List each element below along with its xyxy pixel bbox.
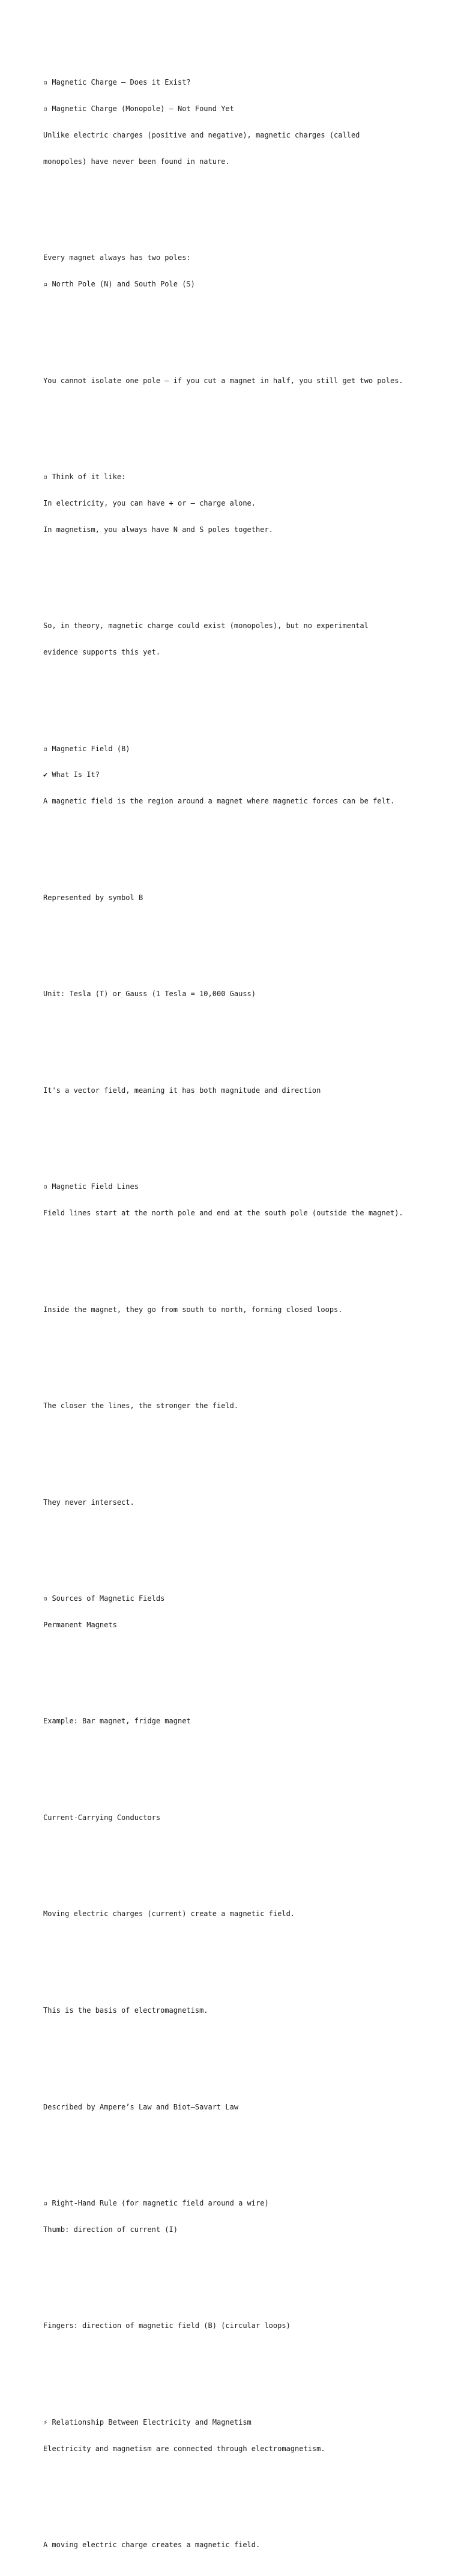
paragraph	[43, 2181, 451, 2252]
blank-line	[43, 1253, 451, 1262]
blank-line	[43, 1761, 451, 1770]
paragraph	[43, 1384, 451, 1428]
text-line: ▫ Sources of Magnetic Fields	[43, 1594, 165, 1603]
paragraph	[43, 1796, 451, 1840]
text-line: The closer the lines, the stronger the field.	[43, 1401, 239, 1410]
text-line: Field lines start at the north pole and end at the south pole (outside the magnet).	[43, 1208, 403, 1217]
text-line: ▫ Magnetic Charge – Does it Exist?	[43, 78, 191, 87]
text-line: Electricity and magnetism are connected through electromagnetism.	[43, 2444, 325, 2453]
blank-line	[43, 937, 451, 946]
blank-line	[43, 1130, 451, 1139]
blank-line	[43, 1857, 451, 1866]
paragraph	[43, 1699, 451, 1743]
blank-line	[43, 201, 451, 210]
blank-line	[43, 1542, 451, 1551]
blank-line	[43, 2269, 451, 2278]
text-line: ▫ North Pole (N) and South Pole (S)	[43, 280, 195, 289]
text-line: A moving electric charge creates a magnetic field.	[43, 2541, 261, 2550]
text-line: Every magnet always has two poles:	[43, 253, 191, 262]
paragraph	[43, 1577, 451, 1647]
paragraph	[43, 875, 451, 919]
document-page	[43, 43, 451, 2576]
blank-line	[43, 2147, 451, 2156]
blank-line	[43, 841, 451, 850]
paragraph	[43, 972, 451, 1016]
text-line: Example: Bar magnet, fridge magnet	[43, 1717, 191, 1726]
text-line: ▫ Right-Hand Rule (for magnetic field around a wire)	[43, 2199, 269, 2208]
blank-line	[43, 2488, 451, 2497]
paragraph	[43, 236, 451, 306]
blank-line	[43, 1953, 451, 1962]
paragraph	[43, 2523, 451, 2567]
text-line: They never intersect.	[43, 1498, 134, 1507]
paragraph	[43, 1287, 451, 1331]
blank-line	[43, 569, 451, 578]
text-line: It's a vector field, meaning it has both magnitude and direction	[43, 1086, 321, 1095]
text-line: ✔ What Is It?	[43, 770, 100, 779]
text-line: ▫ Magnetic Field Lines	[43, 1182, 139, 1191]
paragraph	[43, 1165, 451, 1235]
text-line: Represented by symbol B	[43, 893, 143, 902]
text-line: monopoles) have never been found in nature.	[43, 157, 230, 166]
paragraph	[43, 2304, 451, 2348]
blank-line	[43, 1445, 451, 1454]
blank-line	[43, 692, 451, 701]
blank-line	[43, 2365, 451, 2374]
text-line: Described by Ampere’s Law and Biot–Savart Law	[43, 2102, 239, 2111]
blank-line	[43, 1349, 451, 1358]
paragraph	[43, 2085, 451, 2129]
text-line: ▫ Magnetic Charge (Monopole) – Not Found Yet	[43, 104, 234, 113]
text-line: Unit: Tesla (T) or Gauss (1 Tesla = 10,000 Gauss)	[43, 990, 256, 999]
blank-line	[43, 324, 451, 333]
paragraph	[43, 358, 451, 402]
blank-line	[43, 2050, 451, 2059]
paragraph	[43, 1068, 451, 1112]
paragraph	[43, 1480, 451, 1524]
blank-line	[43, 420, 451, 429]
text-line: This is the basis of electromagnetism.	[43, 2006, 208, 2015]
paragraph	[43, 727, 451, 823]
paragraph	[43, 61, 451, 183]
paragraph	[43, 455, 451, 552]
blank-line	[43, 1664, 451, 1673]
text-line: A magnetic field is the region around a magnet where magnetic forces can be felt.	[43, 797, 395, 806]
text-line: You cannot isolate one pole — if you cut a magnet in half, you still get two poles.	[43, 376, 403, 385]
text-line: Fingers: direction of magnetic field (B) (circular loops)	[43, 2321, 291, 2330]
paragraph	[43, 2401, 451, 2471]
text-line: ⚡ Relationship Between Electricity and Magnetism	[43, 2417, 252, 2426]
text-line: Inside the magnet, they go from south to north, forming closed loops.	[43, 1305, 343, 1314]
text-line: Thumb: direction of current (I)	[43, 2225, 178, 2234]
text-line: Permanent Magnets	[43, 1620, 117, 1629]
text-line: Moving electric charges (current) create a magnetic field.	[43, 1909, 295, 1918]
blank-line	[43, 1033, 451, 1042]
text-line: In magnetism, you always have N and S poles together.	[43, 525, 273, 534]
text-line: So, in theory, magnetic charge could exist (monopoles), but no experimental	[43, 621, 369, 630]
text-line: Unlike electric charges (positive and negative), magnetic charges (called	[43, 130, 360, 139]
paragraph	[43, 1892, 451, 1936]
text-line: ▫ Magnetic Field (B)	[43, 744, 130, 753]
text-line: ▫ Think of it like:	[43, 473, 126, 482]
paragraph	[43, 604, 451, 674]
paragraph	[43, 1989, 451, 2033]
text-line: Current-Carrying Conductors	[43, 1813, 161, 1822]
text-line: evidence supports this yet.	[43, 647, 161, 656]
text-line: In electricity, you can have + or – charge alone.	[43, 498, 256, 507]
